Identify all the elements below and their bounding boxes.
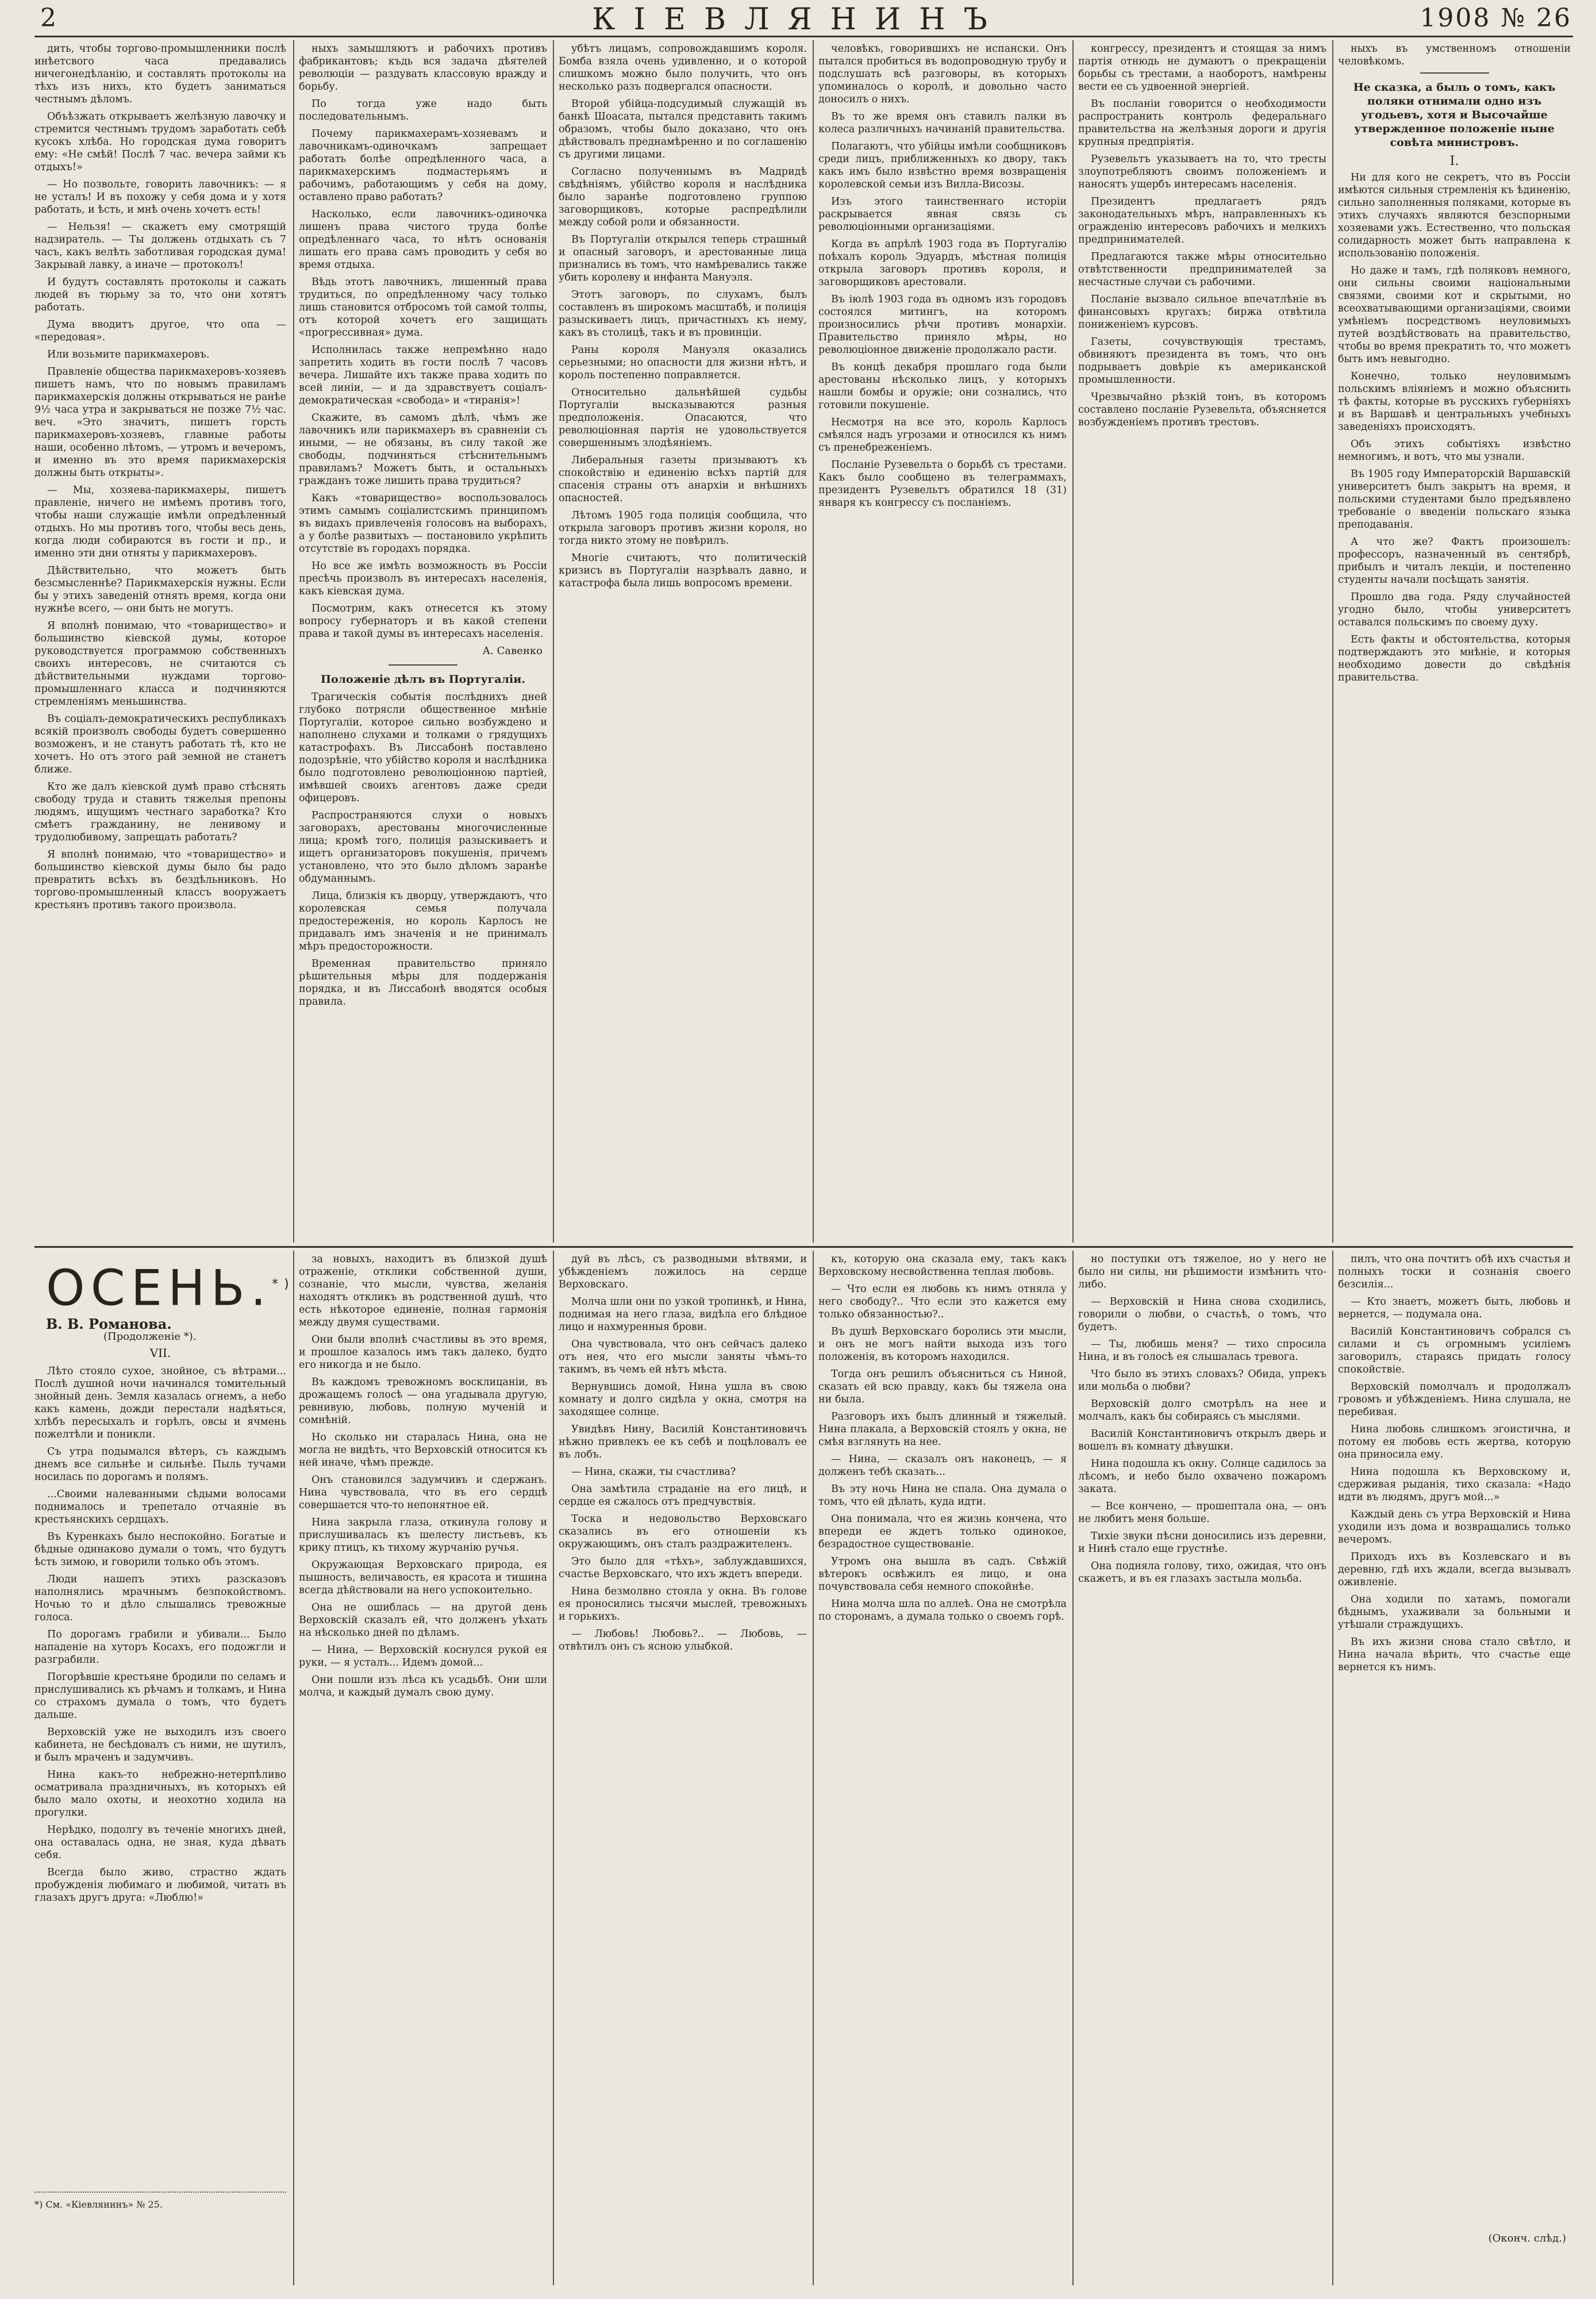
feuilleton-chapter: VII. xyxy=(149,1345,171,1360)
paragraph: Въ 1905 году Императорскій Варшавскій университетъ былъ закрытъ на время, и польскими студентами было предъявлено требованіе о введеніи польскаго языка преподаванія. xyxy=(1338,468,1571,530)
paragraph: дуй въ лѣсъ, съ разводными вѣтвями, и убѣжденіемъ ложилось на сердце Верховскаго. xyxy=(559,1254,807,1290)
paragraph: Въ концѣ декабря прошлаго года были арестованы нѣсколько лицъ, у которыхъ нашли бомбы и оружіе; они сознались, что готовили покушеніе. xyxy=(818,362,1067,411)
paragraph: А что же? Фактъ произошелъ: профессоръ, назначенный въ сентябрѣ, прибылъ и читалъ лекціи, и постепенно студенты начали посѣщать занятія. xyxy=(1338,536,1571,586)
paragraph: — Нельзя! — скажетъ ему смотрящій надзиратель. — Ты должень отдыхать съ 7 часъ, какъ велѣть заботливая городская дума! Закрывай лавку, а иначе — протоколъ! xyxy=(34,221,286,271)
column-rule xyxy=(1332,40,1333,1243)
paragraph: Люди нашепъ этихъ разсказовъ наполнялись мрачнымъ безпокойствомъ. Ночью то и дѣло слышались тревожные голоса. xyxy=(34,1573,286,1623)
paragraph: Верховскій долго смотрѣлъ на нее и молчалъ, какъ бы собираясь съ мыслями. xyxy=(1078,1398,1326,1423)
masthead-rule xyxy=(34,36,1573,37)
paragraph: — Верховскій и Нина снова сходились, говорили о любви, о счастьѣ, о томъ, что будетъ. xyxy=(1078,1296,1326,1333)
paragraph: за новыхъ, находитъ въ близкой душѣ отраженіе, отклики собственной души, сознаніе, что мысли, чувства, желанія находятъ откликъ въ родственной душѣ, что есть нѣкоторое единеніе, полная гармонія между двумя существами. xyxy=(299,1254,547,1328)
upper-col5-text xyxy=(1078,43,1326,429)
oseni-col2-text xyxy=(299,1253,547,1699)
oseni-column-2 xyxy=(299,1253,547,2282)
paragraph: Но все же имѣть возможность въ Россіи пресѣчь произволъ въ интересахъ населенія, какъ кіевская дума. xyxy=(299,560,547,597)
paragraph: человѣкъ, говорившихъ не испански. Онъ пытался пробиться въ водопроводную трубу и подслушать всѣ разговоры, въ которыхъ упоминалось о королѣ, и довольно часто доносилъ о нихъ. xyxy=(818,43,1067,105)
paragraph: Въ душѣ Верховскаго боролись эти мысли, и онъ не могъ найти выхода изъ того положенія, въ которомъ находился. xyxy=(818,1326,1067,1363)
paragraph: Второй убійца-подсудимый служащій въ банкѣ Шоасата, пытался представить такимъ образомъ, чтобы было доказано, что онъ дѣйствовалъ преднамѣренно и по соглашенію съ другими лицами. xyxy=(559,98,807,160)
paragraph: Но даже и тамъ, гдѣ поляковъ немного, они сильны своими національными связями, своими кот и скрытыми, но всеохватывающими организаціями, своими умѣніемъ посредствомъ неуловимыхъ путей воздѣйствовать на правительство, чтобы во время прекратить то, что можетъ быть имъ невыгодно. xyxy=(1338,265,1571,365)
paragraph: Скажите, въ самомъ дѣлѣ, чѣмъ же лавочникъ или парикмахеръ въ сравненіи съ иными, — не обязаны, въ силу такой же свободы, подчиняться стѣснительнымъ правиламъ? Можетъ быть, и остальныхъ гражданъ тоже лишить права трудиться? xyxy=(299,412,547,487)
paragraph: убѣтъ лицамъ, сопровождавшимъ короля. Бомба взяла очень удивленно, и о которой слишкомъ можно было получить, что онъ несколько разъ подвергался опасности. xyxy=(559,43,807,93)
upper-column-1 xyxy=(34,43,286,1241)
paragraph: Верховскій помолчалъ и продолжалъ гровомъ и убѣжденіемъ. Нина слушала, не перебивая. xyxy=(1338,1381,1571,1418)
oseni-col5-text xyxy=(1078,1253,1326,1585)
column-rule xyxy=(553,1251,554,2285)
paragraph: Несмотря на все это, король Карлосъ смѣялся надъ угрозами и относился къ нимъ съ пренебреженіемъ. xyxy=(818,417,1067,453)
paragraph: но поступки отъ тяжелое, но у него не было ни силы, ни рѣшимости измѣнить что-либо. xyxy=(1078,1254,1326,1290)
upper-column-4 xyxy=(818,43,1067,1241)
column-rule xyxy=(813,1251,814,2285)
paragraph: Я вполнѣ понимаю, что «товарищество» и большинство кіевской думы было бы радо превратить всѣхъ въ бездѣльниковъ. Но торгово-промышленный классъ вооружаетъ крестьянъ противъ такого произвола. xyxy=(34,849,286,911)
paragraph: Она понимала, что ея жизнь кончена, что впереди ее ждетъ только одинокое, безрадостное существованіе. xyxy=(818,1513,1067,1550)
paragraph: Окружающая Верховскаго природа, ея пышность, величавость, ея красота и тишина всегда дѣйствовали на него успокоительно. xyxy=(299,1559,547,1596)
paragraph: Какъ «товарищество» воспользовалось этимъ самымъ соціалистскимъ принципомъ въ видахъ привлеченія голосовъ на выборахъ, а у болѣе развитыхъ — постановило укрѣпить отсутствіе въ городахъ порядка. xyxy=(299,493,547,555)
oseni-column-4 xyxy=(818,1253,1067,2282)
col6-divider xyxy=(1420,72,1489,74)
paragraph: Она подняла голову, тихо, ожидая, что онъ скажетъ, и въ ея глазахъ застыла мольба. xyxy=(1078,1560,1326,1585)
upper-column-3 xyxy=(559,43,807,1241)
paragraph: Разговоръ ихъ былъ длинный и тяжелый. Нина плакала, а Верховскій стоялъ у окна, не смѣя взглянуть на нее. xyxy=(818,1411,1067,1448)
paragraph: Приходъ ихъ въ Козлевскаго и въ деревню, гдѣ ихъ ждали, всегда вызывалъ оживленіе. xyxy=(1338,1551,1571,1588)
section-rule xyxy=(34,1246,1573,1248)
upper-col2-after-text xyxy=(299,691,547,1008)
paragraph: Объѣзжать открываетъ желѣзную лавочку и стремится честнымъ трудомъ заработать себѣ кусокъ хлѣба. Но городская дума говоритъ ему: «Не смѣй! Послѣ 7 час. вечера займи къ отдыхъ!» xyxy=(34,111,286,173)
paragraph: Но сколько ни старалась Нина, она не могла не видѣть, что Верховскій относится къ ней иначе, чѣмъ прежде. xyxy=(299,1432,547,1468)
paragraph: Нина молча шла по аллеѣ. Она не смотрѣла по сторонамъ, а думала только о своемъ горѣ. xyxy=(818,1598,1067,1623)
paragraph: Въ іюлѣ 1903 года въ одномъ изъ городовъ состоялся митингъ, на которомъ произносились рѣчи противъ монархіи. Правительство приняло мѣры, но революціонное движеніе продолжало расти. xyxy=(818,294,1067,356)
paragraph: Предлагаются также мѣры относительно отвѣтственности предпринимателей за несчастные случаи съ рабочими. xyxy=(1078,251,1326,288)
paragraph: Погорѣвшіе крестьяне бродили по селамъ и прислушивались къ рѣчамъ и толкамъ, и Нина со страхомъ думала о томъ, что будетъ дальше. xyxy=(34,1671,286,1721)
paragraph: Кто же далъ кіевской думѣ право стѣснять свободу труда и ставить тяжелыя препоны людямъ, ищущимъ честнаго заработка? Кто смѣетъ гражданину, не ленивому и трудолюбивому, запрещать работать? xyxy=(34,781,286,843)
paragraph: Она ходили по хатамъ, помогали бѣднымъ, ухаживали за больными и утѣшали страждущихъ. xyxy=(1338,1594,1571,1631)
upper-col1-text xyxy=(34,43,286,912)
upper-col6-text xyxy=(1338,171,1571,684)
paragraph: Верховскій уже не выходилъ изъ своего кабинета, не бесѣдовалъ съ ними, не шутилъ, и былъ мраченъ и задумчивъ. xyxy=(34,1726,286,1763)
paragraph: Онъ становился задумчивъ и сдержанъ. Нина чувствовала, что въ его сердцѣ совершается что-то непонятное ей. xyxy=(299,1474,547,1511)
oseni-column-1 xyxy=(34,1253,295,2282)
paragraph: Президентъ предлагаетъ рядъ законодательныхъ мѣръ, направленныхъ къ огражденію интересовъ рабочихъ и мелкихъ предпринимателей. xyxy=(1078,196,1326,245)
paragraph: Относительно дальнѣйшей судьбы Португаліи высказываются разныя предположенія. Опасаются, что революціонная партія не удовольствуется совершеннымъ злодѣяніемъ. xyxy=(559,387,807,449)
paragraph: конгрессу, президентъ и стоящая за нимъ партія отнюдь не думаютъ о прекращеніи борьбы съ трестами, а наоборотъ, намѣрены вести ее съ удвоенной энергіей. xyxy=(1078,43,1326,93)
paragraph: — Ты, любишь меня? — тихо спросила Нина, и въ голосѣ ея слышалась тревога. xyxy=(1078,1339,1326,1363)
page-number: 2 xyxy=(40,3,56,33)
footnote: *) См. «Кіевлянинъ» № 25. xyxy=(34,2198,163,2210)
paragraph: Этотъ заговоръ, по слухамъ, былъ составленъ въ широкомъ масштабѣ, и полиція разыскиваетъ лицъ, причастныхъ къ нему, какъ въ столицѣ, такъ и въ провинціи. xyxy=(559,289,807,339)
paragraph: Временная правительство приняло рѣшительныя мѣры для поддержанія порядка, и въ Лиссабонѣ вводятся особыя правила. xyxy=(299,958,547,1008)
paragraph: Нина любовь слишкомъ эгоистична, и потому ея любовь есть жертва, которую она приносила ему. xyxy=(1338,1424,1571,1460)
paragraph: Правленіе общества парикмахеровъ-хозяевъ пишетъ намъ, что по новымъ правиламъ парикмахерскія должны открываться не ранѣе 9½ часа утра и закрываться не позже 7½ час. веч. «Это значитъ, пишетъ горсть парикмахеровъ-хозяевъ, главные работы наши, особенно лѣтомъ, — утромъ и вечеромъ, и именно въ это время парикмахерскія должны быть открыты». xyxy=(34,366,286,479)
article-signature: А. Савенко xyxy=(482,645,543,657)
oseni-column-5 xyxy=(1078,1253,1326,2282)
paragraph: Василій Константиновичъ открылъ дверь и вошелъ въ комнату дѣвушки. xyxy=(1078,1428,1326,1452)
paragraph: Раны короля Мануэля оказались серьезными; но опасности для жизни нѣтъ, и король постепенно поправляется. xyxy=(559,344,807,381)
paragraph: Дѣйствительно, что можетъ быть безсмысленнѣе? Парикмахерскія нужны. Если бы у этихъ заведеній отнять время, когда они нужнѣе всего, — они быть не могутъ. xyxy=(34,565,286,614)
oseni-col1-box xyxy=(34,1365,286,2186)
paragraph: Объ этихъ событіяхъ извѣстно немногимъ, и вотъ, что мы узнали. xyxy=(1338,439,1571,463)
paragraph: Либеральныя газеты призываютъ къ спокойствію и единенію всѣхъ партій для спасенія страны отъ анархіи и внѣшнихъ опасностей. xyxy=(559,455,807,504)
paragraph: — Все кончено, — прошептала она, — онъ не любитъ меня больше. xyxy=(1078,1501,1326,1525)
paragraph: Когда въ апрѣлѣ 1903 года въ Португалію поѣхалъ король Эдуардъ, мѣстная полиція открыла заговоръ противъ короля, и заговорщиковъ арестовали. xyxy=(818,239,1067,288)
footnote-rule xyxy=(34,2192,286,2193)
paragraph: Почему парикмахерамъ-хозяевамъ и лавочникамъ-одиночкамъ запрещает работать болѣе опредѣленного часа, а парикмахерскимъ подмастерьямъ и рабочимъ, работающимъ у себя на дому, оставлено право работать? xyxy=(299,128,547,203)
paragraph: Согласно полученнымъ въ Мадридѣ свѣдѣніямъ, убійство короля и наслѣдника было заранѣе подготовлено группою заговорщиковъ, которые распредѣлили между собой роли и обязанности. xyxy=(559,166,807,228)
footnote-mark: *) xyxy=(272,1277,295,1291)
paragraph: Или возьмите парикмахеровъ. xyxy=(47,349,210,360)
col6-heading: Не сказка, а быль о томъ, какъ поляки отнимали одно изъ угодьевъ, хотя и Высочайше утвержденное положеніе ныне совѣта министровъ. xyxy=(1353,81,1556,149)
column-rule xyxy=(553,40,554,1243)
paragraph: — Любовь! Любовь?.. — Любовь, — отвѣтилъ онъ съ ясною улыбкой. xyxy=(559,1628,807,1652)
column-rule xyxy=(813,40,814,1243)
column-rule xyxy=(1072,40,1074,1243)
feuilleton-subtitle: (Продолженіе *). xyxy=(103,1330,197,1343)
paragraph: Всегда было живо, страстно ждать пробужденія любимаго и любимой, читать въ глазахъ другъ друга: «Люблю!» xyxy=(34,1866,286,1904)
paragraph: Въ соціалъ-демократическихъ республикахъ всякій произволъ свободы будетъ совершенно возможенъ, и не станутъ работать тѣ, кто не хочетъ. Но отъ этого рай земной не станетъ ближе. xyxy=(34,713,286,775)
upper-column-5 xyxy=(1078,43,1326,1241)
paragraph: Газеты, сочувствующія трестамъ, обвиняютъ президента въ томъ, что онъ подрываетъ довѣріе къ американской промышленности. xyxy=(1078,336,1326,386)
to-be-continued: (Оконч. слѣд.) xyxy=(1488,2232,1566,2244)
upper-col2-text xyxy=(299,43,547,640)
feuilleton-author: В. В. Романова. xyxy=(46,1315,172,1332)
upper-col4-text xyxy=(818,43,1067,509)
paragraph: Въ ихъ жизни снова стало свѣтло, и Нина начала вѣрить, что счастье еще вернется къ нимъ. xyxy=(1338,1636,1571,1673)
article-divider xyxy=(389,664,457,666)
column-rule xyxy=(1332,1251,1333,2285)
paragraph: Нина какъ-то небрежно-нетерпѣливо осматривала праздничныхъ, въ которыхъ ей было мало охоты, и неохотно ходила на прогулки. xyxy=(34,1769,286,1819)
paragraph: Прошло два года. Ряду случайностей угодно было, чтобы университетъ оставался польскимъ по своему духу. xyxy=(1338,591,1571,628)
paragraph: Нина закрыла глаза, откинула голову и прислушивалась къ шелесту листьевъ, къ крику птицъ, къ тихому журчанію ручья. xyxy=(299,1517,547,1554)
paragraph: И будутъ составлять протоколы и сажать людей въ тюрьму за то, что они хотятъ работать. xyxy=(34,276,286,313)
paragraph: Полагаютъ, что убійцы имѣли сообщниковъ среди лицъ, приближенныхъ ко двору, такъ какъ имъ было извѣстно время возвращенія королевской семьи изъ Вилла-Висозы. xyxy=(818,141,1067,190)
feuilleton-title-text: ОСЕНЬ. xyxy=(46,1259,272,1317)
column-rule xyxy=(1072,1251,1074,2285)
oseni-col1-text xyxy=(34,1365,286,1904)
paragraph: Многіе считаютъ, что политическій кризисъ въ Португаліи назрѣвалъ давно, и катастрофа была лишь вопросомъ времени. xyxy=(559,552,807,589)
paragraph: Вернувшись домой, Нина ушла въ свою комнату и долго сидѣла у окна, смотря на заходящее солнце. xyxy=(559,1381,807,1418)
paragraph: — Нина, — сказалъ онъ наконецъ, — я долженъ тебѣ сказать... xyxy=(818,1454,1067,1478)
paragraph: Нерѣдко, подолгу въ теченіе многихъ дней, она оставалась одна, не зная, куда дѣвать себя. xyxy=(34,1824,286,1861)
newspaper-title: КІЕВЛЯНИНЪ xyxy=(592,2,1006,37)
section-heading-portugal: Положеніе дѣлъ въ Португаліи. xyxy=(321,673,525,686)
paragraph: Утромъ она вышла въ садъ. Свѣжій вѣтерокъ освѣжилъ ея лицо, и она почувствовала себя немного спокойнѣе. xyxy=(818,1556,1067,1593)
oseni-col3-text xyxy=(559,1253,807,1653)
paragraph: Что было въ этихъ словахъ? Обида, упрекъ или мольба о любви? xyxy=(1078,1368,1326,1393)
paragraph: Посмотрим, какъ отнесется къ этому вопросу губернаторъ и въ какой степени права и такой думы въ интересахъ населенія. xyxy=(299,603,547,640)
paragraph: Ни для кого не секретъ, что въ Россіи имѣются сильныя стремленія къ ѣдиненію, сильно заполненныя поляками, которые въ этихъ случаяхъ являются безспорными хозяевами ужъ. Естественно, что польская солидарность может быть направлена к использованію положенія. xyxy=(1338,172,1571,259)
paragraph: — Кто знаетъ, можетъ быть, любовь и вернется, — подумала она. xyxy=(1338,1296,1571,1320)
paragraph: Въ эту ночь Нина не спала. Она думала о томъ, что ей дѣлать, куда идти. xyxy=(818,1483,1067,1508)
paragraph: Дума вводитъ другое, что опа — «передовая». xyxy=(34,319,286,343)
paragraph: Съ утра подымался вѣтеръ, съ каждымъ днемъ все сильнѣе и сильнѣе. Пыль тучами носилась по дорогамъ и полямъ. xyxy=(34,1445,286,1483)
paragraph: Есть факты и обстоятельства, которыя подтверждаютъ это мнѣніе, и которыя необходимо довести до свѣдѣнія правительства. xyxy=(1338,634,1571,683)
paragraph: По тогда уже надо быть последовательнымъ. xyxy=(299,98,547,122)
paragraph: Это было для «тѣхъ», заблуждавшихся, счастье Верховскаго, что ихъ ждетъ впереди. xyxy=(559,1556,807,1580)
paragraph: къ, которую она сказала ему, такъ какъ Верховскому несвойственна теплая любовь. xyxy=(818,1254,1067,1278)
oseni-column-3 xyxy=(559,1253,807,2282)
paragraph: Нина подошла къ Верховскому и, сдерживая рыданія, тихо сказала: «Надо идти въ людямъ, другъ мой...» xyxy=(1338,1466,1571,1503)
paragraph: Въ посланіи говорится о необходимости распространить контроль федеральнаго правительства на желѣзныя дороги и другія крупныя предпріятія. xyxy=(1078,98,1326,148)
paragraph: Василій Константиновичъ собрался съ силами и съ огромнымъ усиліемъ заговорилъ, стараясь придать голосу спокойствіе. xyxy=(1338,1326,1571,1375)
paragraph: Насколько, если лавочникъ-одиночка лишенъ права чистого труда болѣе опредѣленнаго часа, то нѣтъ основанія лишать его права самъ проводить у себя во время отдыха. xyxy=(299,209,547,271)
paragraph: Трагическія событія послѣднихъ дней глубоко потрясли общественное мнѣніе Португаліи, которое сильно возбуждено и наполнено слухами и толками о грядущихъ катастрофахъ. Въ Лиссабонѣ поставлено подозрѣніе, что убійство короля и наслѣдника было подготовлено революціонною партіей, имѣвшей своихъ агентовъ даже среди офицеровъ. xyxy=(299,691,547,804)
paragraph: Исполнилась также непремѣнно надо запретить ходить въ гости послѣ 7 часовъ вечера. Лишайте ихъ также права ходить по всей линіи, — и да здравствуетъ соціалъ-демократическая «свобода» и «тиранія»! xyxy=(299,344,547,406)
paragraph: Вѣдь этотъ лавочникъ, лишенный права трудиться, по опредѣленному часу только лишь становится отбросомъ той самой толпы, отъ которой хочетъ его защищать «прогрессивная» дума. xyxy=(299,276,547,339)
paragraph: пилъ, что она почтитъ обѣ ихъ счастья и полныхъ тоски и сознанія своего безсилія... xyxy=(1338,1254,1571,1290)
issue-number: 1908 № 26 xyxy=(1420,3,1572,33)
oseni-col4-text xyxy=(818,1253,1067,1623)
oseni-column-6 xyxy=(1338,1253,1571,2282)
paragraph: Изъ этого таинственнаго исторіи раскрывается явная связь съ революціонными организаціями. xyxy=(818,196,1067,233)
paragraph: Въ каждомъ тревожномъ восклицаніи, въ дрожащемъ голосѣ — она угадывала другую, ревнивую, любовь, полную мученій и сомнѣній. xyxy=(299,1377,547,1426)
paragraph: — Что если ея любовь къ нимъ отняла у него свободу?.. Что если это кажется ему только обязанностью?.. xyxy=(818,1283,1067,1320)
paragraph: Они были вполнѣ счастливы въ это время, и прошлое казалось имъ такъ далеко, будто его никогда и не было. xyxy=(299,1334,547,1371)
paragraph: Въ Куренкахъ было неспокойно. Богатые и бѣдные одинаково думали о томъ, что будутъ ѣсть зимою, и говорили только объ этомъ. xyxy=(34,1531,286,1568)
paragraph: Посланіе вызвало сильное впечатлѣніе въ финансовыхъ кругахъ; биржа отвѣтила пониженіемъ курсовъ. xyxy=(1078,294,1326,330)
paragraph: ныхъ замышляютъ и рабочихъ противъ фабрикантовъ; къдь вся задача дѣятелей революціи — раздувать классовую вражду и борьбу. xyxy=(299,43,547,93)
paragraph: Нина безмолвно стояла у окна. Въ голове ея проносились тысячи мыслей, тревожныхъ и горькихъ. xyxy=(559,1586,807,1623)
col6-chapter: I. xyxy=(1449,154,1459,168)
paragraph: Конечно, только неуловимымъ польскимъ вліяніемъ и можно объяснить тѣ факты, которые въ русскихъ губерніяхъ и въ Варшавѣ и центральныхъ учебныхъ заведеніяхъ происходятъ. xyxy=(1338,371,1571,433)
paragraph: — Но позвольте, говорить лавочникъ: — я не усталъ! И въ похожу у себя дома и у хотя работать, и ѣсть, и мнѣ очень хочетъ есть! xyxy=(34,179,286,216)
paragraph: Каждый день съ утра Верховскій и Нина уходили изъ дома и возвращались только вечеромъ. xyxy=(1338,1509,1571,1546)
oseni-col6-text xyxy=(1338,1253,1571,1674)
upper-col3-text xyxy=(559,43,807,590)
paragraph: Тоска и недовольство Верховскаго сказались въ его отношеніи къ окружающимъ, онъ сталъ раздражителенъ. xyxy=(559,1513,807,1550)
paragraph: Нина подошла къ окну. Солнце садилось за лѣсомъ, и небо было охвачено пожаромъ заката. xyxy=(1078,1458,1326,1495)
paragraph: По дорогамъ грабили и убивали... Было нападеніе на хуторъ Косахъ, его подожгли и разграбили. xyxy=(34,1628,286,1666)
paragraph: Я вполнѣ понимаю, что «товарищество» и большинство кіевской думы, которое руководствуется программою собственныхъ своихъ интересовъ, не считаются съ дѣйствительными нуждами торгово-промышленнаго класса и подчиняются стремленіямъ меньшинства. xyxy=(34,620,286,708)
paragraph: — Мы, хозяева-парикмахеры, пишетъ правленіе, ничего не имѣемъ противъ того, чтобы наши служащіе имѣли опредѣленный отдыхъ. Но мы противъ того, чтобы весь день, когда люди собираются въ гости и пр., и именно эти дни отняты у парикмахеровъ. xyxy=(34,485,286,559)
feuilleton-title xyxy=(46,1259,295,1317)
column-rule xyxy=(293,1251,294,2285)
paragraph: ...Своими налеванными сѣдыми волосами поднималось и трепетало отчаяніе въ крестьянскихъ сердцахъ. xyxy=(34,1488,286,1525)
paragraph: Лица, близкія къ дворцу, утверждаютъ, что королевская семья получала предостереженія, но король Карлосъ не придавалъ имъ значенія и не принималъ мѣръ предосторожности. xyxy=(299,890,547,952)
paragraph: Она не ошиблась — на другой день Верховскій сказалъ ей, что долженъ уѣхать на нѣсколько дней по дѣламъ. xyxy=(299,1602,547,1639)
paragraph: Рузевельтъ указываетъ на то, что тресты злоупотребляютъ своимъ положеніемъ и наносятъ ущербъ интересамъ населенія. xyxy=(1078,153,1326,190)
col6-intro: ныхъ въ умственномъ отношеніи человѣкомъ. xyxy=(1338,43,1571,67)
paragraph: Тихіе звуки пѣсни доносились изъ деревни, и Нинѣ стало еще грустнѣе. xyxy=(1078,1531,1326,1555)
oseni-col6-box xyxy=(1338,1253,1571,2230)
paragraph: Распространяются слухи о новыхъ заговорахъ, арестованы многочисленные лица; кромѣ того, полиція разыскиваетъ и ищетъ организаторовъ покушенія, причемъ установлено, что это было дѣломъ заранѣе обдуманнымъ. xyxy=(299,810,547,885)
paragraph: Лѣто стояло сухое, знойное, съ вѣтрами... Послѣ душной ночи начинался томительный знойный день. Земля казалась огнемъ, а небо какъ камень, дожди перестали надѣяться, хлѣбъ пересыхалъ и горѣлъ, овсы и ячмень пожелтѣли и поникли. xyxy=(34,1365,286,1440)
paragraph: — Нина, скажи, ты счастлива? xyxy=(571,1466,736,1478)
paragraph: Въ Португаліи открылся теперь страшный и опасный заговоръ, и арестованные лица признались въ томъ, что намѣревались также убить королеву и инфанта Мануэля. xyxy=(559,234,807,283)
paragraph: Она чувствовала, что онъ сейчасъ далеко отъ нея, что его мысли заняты чѣмъ-то такимъ, въ чемъ ей нѣтъ мѣста. xyxy=(559,1339,807,1375)
upper-column-6 xyxy=(1338,43,1571,1241)
upper-column-2 xyxy=(299,43,547,1241)
paragraph: Лѣтомъ 1905 года полиція сообщила, что открыла заговоръ противъ жизни короля, но тогда никто этому не повѣрилъ. xyxy=(559,510,807,547)
paragraph: Они пошли изъ лѣса къ усадьбѣ. Они шли молча, и каждый думалъ свою думу. xyxy=(299,1674,547,1698)
paragraph: Посланіе Рузевельта о борьбѣ съ трестами. Какъ было сообщено въ телеграммахъ, президентъ Рузевельтъ обратился 18 (31) января къ конгрессу съ посланіемъ. xyxy=(818,459,1067,509)
paragraph: Тогда онъ решилъ объясниться съ Ниной, сказать ей всю правду, какъ бы тяжела она ни была. xyxy=(818,1368,1067,1405)
column-rule xyxy=(293,40,294,1243)
paragraph: Увидѣвъ Нину, Василій Константиновичъ нѣжно привлекъ ее къ себѣ и поцѣловалъ ее въ лобъ. xyxy=(559,1424,807,1460)
paragraph: Она замѣтила страданіе на его лицѣ, и сердце ея сжалось отъ предчувствія. xyxy=(559,1483,807,1508)
paragraph: — Нина, — Верховскій коснулся рукой ея руки, — я усталъ... Идемъ домой... xyxy=(299,1644,547,1668)
paragraph: Чрезвычайно рѣзкій тонъ, въ которомъ составлено посланіе Рузевельта, объясняется возбужденіемъ противъ трестовъ. xyxy=(1078,391,1326,428)
paragraph: дить, чтобы торгово-промышленники послѣ инѣетсвого часа предавались ничегонедѣланію, и составлять протоколы на тѣхъ изъ нихъ, кто будетъ заниматься честнымъ дѣломъ. xyxy=(34,43,286,105)
paragraph: Въ то же время онъ ставилъ палки въ колеса различныхъ начинаній правительства. xyxy=(818,111,1067,135)
paragraph: Молча шли они по узкой тропинкѣ, и Нина, поднимая на него глаза, видѣла его блѣдное лицо и нахмуренныя брови. xyxy=(559,1296,807,1333)
